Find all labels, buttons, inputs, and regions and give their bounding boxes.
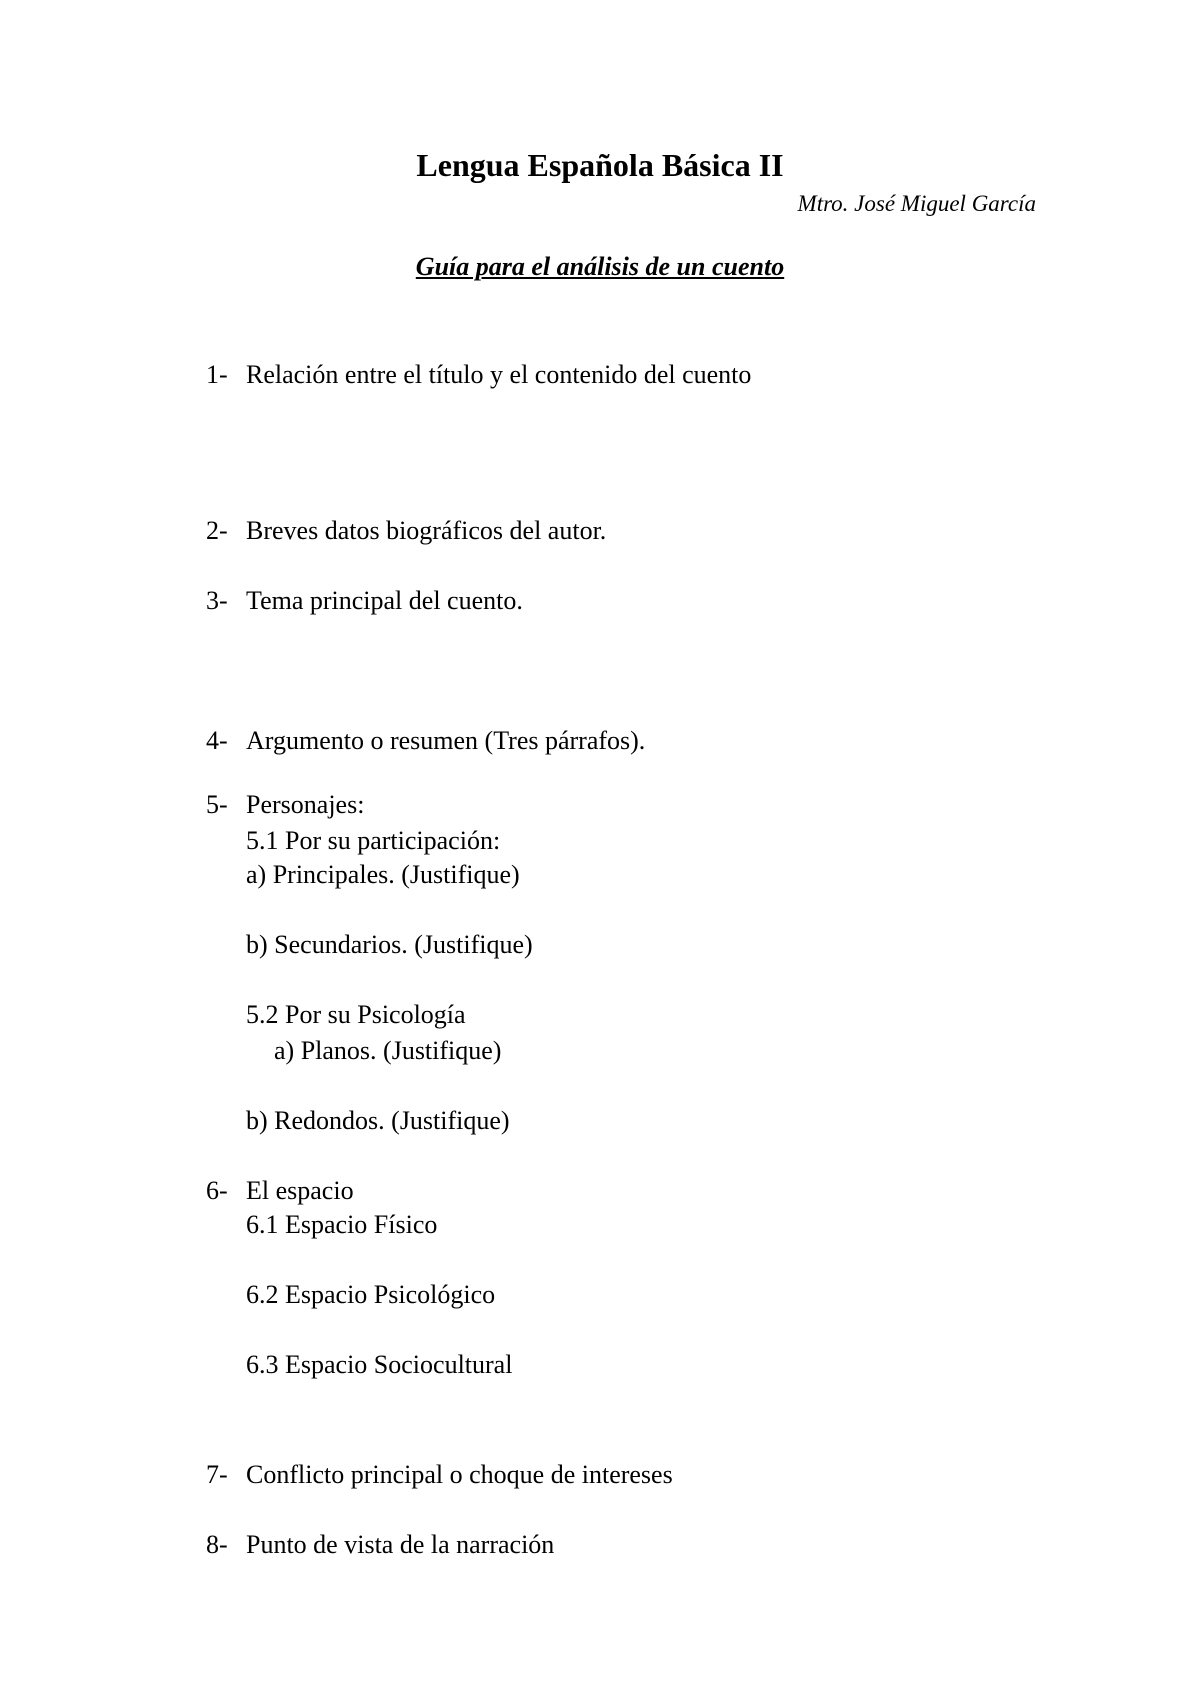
personajes-planos: a) Planos. (Justifique) bbox=[274, 1036, 502, 1065]
item-text: Relación entre el título y el contenido del cuento bbox=[246, 360, 752, 389]
item-text: Breves datos biográficos del autor. bbox=[246, 516, 607, 545]
item-text: Conflicto principal o choque de intereses bbox=[246, 1460, 673, 1489]
item-number: 5- bbox=[206, 790, 228, 819]
item-text: Punto de vista de la narración bbox=[246, 1530, 555, 1559]
item-number: 2- bbox=[206, 516, 228, 545]
personajes-participacion: 5.1 Por su participación: bbox=[246, 826, 501, 855]
personajes-redondos: b) Redondos. (Justifique) bbox=[246, 1106, 510, 1135]
item-number: 4- bbox=[206, 726, 228, 755]
document-subtitle: Guía para el análisis de un cuento bbox=[415, 252, 785, 281]
espacio-sociocultural: 6.3 Espacio Sociocultural bbox=[246, 1350, 513, 1379]
document-title: Lengua Española Básica II bbox=[416, 147, 784, 183]
item-number: 8- bbox=[206, 1530, 228, 1559]
item-text: Tema principal del cuento. bbox=[246, 586, 523, 615]
item-text: Argumento o resumen (Tres párrafos). bbox=[246, 726, 646, 755]
item-number: 1- bbox=[206, 360, 228, 389]
author-name: Mtro. José Miguel García bbox=[797, 191, 1036, 216]
item-text: Personajes: bbox=[246, 790, 365, 819]
personajes-psicologia: 5.2 Por su Psicología bbox=[246, 1000, 466, 1029]
espacio-fisico: 6.1 Espacio Físico bbox=[246, 1210, 438, 1239]
item-number: 6- bbox=[206, 1176, 228, 1205]
personajes-secundarios: b) Secundarios. (Justifique) bbox=[246, 930, 533, 959]
item-number: 3- bbox=[206, 586, 228, 615]
item-number: 7- bbox=[206, 1460, 228, 1489]
personajes-principales: a) Principales. (Justifique) bbox=[246, 860, 520, 889]
item-text: El espacio bbox=[246, 1176, 354, 1205]
espacio-psicologico: 6.2 Espacio Psicológico bbox=[246, 1280, 496, 1309]
